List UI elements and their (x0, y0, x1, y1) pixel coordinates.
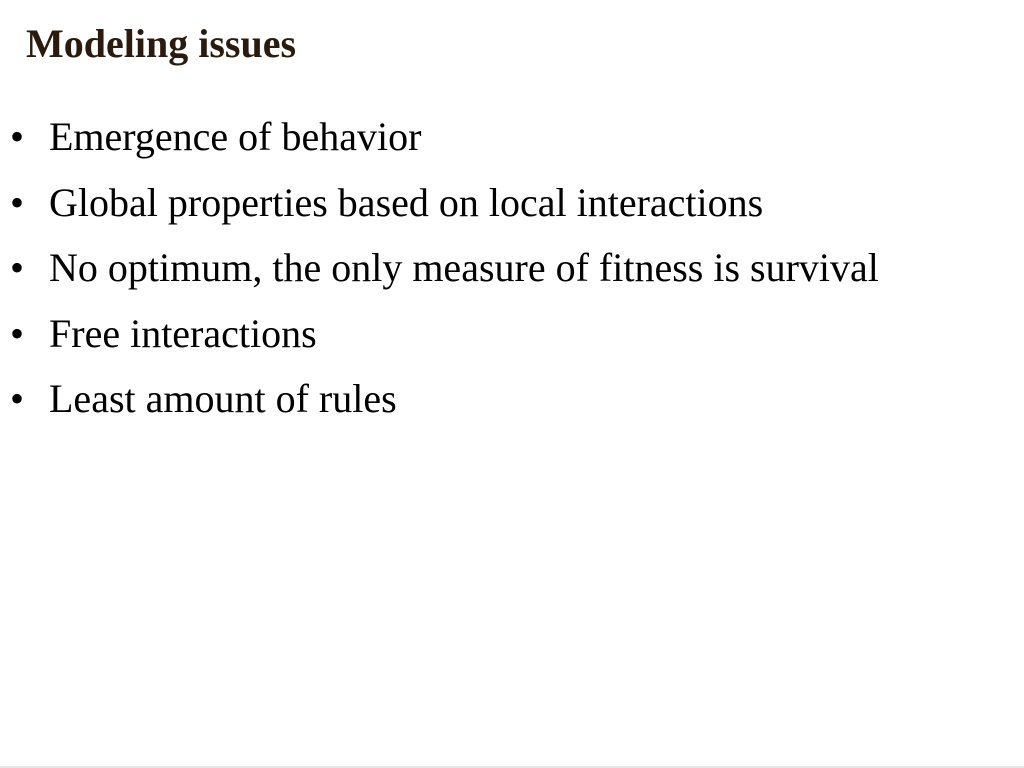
slide-title: Modeling issues (26, 21, 297, 66)
list-item (0, 306, 879, 372)
bullet-text: Emergence of behavior (49, 114, 422, 159)
bullet-text: Global properties based on local interactions (49, 179, 764, 225)
bullet-list (0, 109, 879, 437)
list-item (0, 371, 879, 437)
bullet-text: Free interactions (49, 310, 317, 356)
bullet-icon: • (10, 245, 25, 290)
list-item (0, 240, 879, 306)
bullet-text: Least amount of rules (49, 376, 397, 421)
list-item (0, 109, 879, 175)
bullet-icon: • (10, 376, 25, 421)
bullet-icon: • (10, 114, 25, 159)
bullet-icon: • (10, 310, 25, 356)
bullet-text: No optimum, the only measure of fitness is survival (49, 245, 879, 290)
list-item (0, 175, 879, 241)
bullet-icon: • (10, 179, 25, 225)
